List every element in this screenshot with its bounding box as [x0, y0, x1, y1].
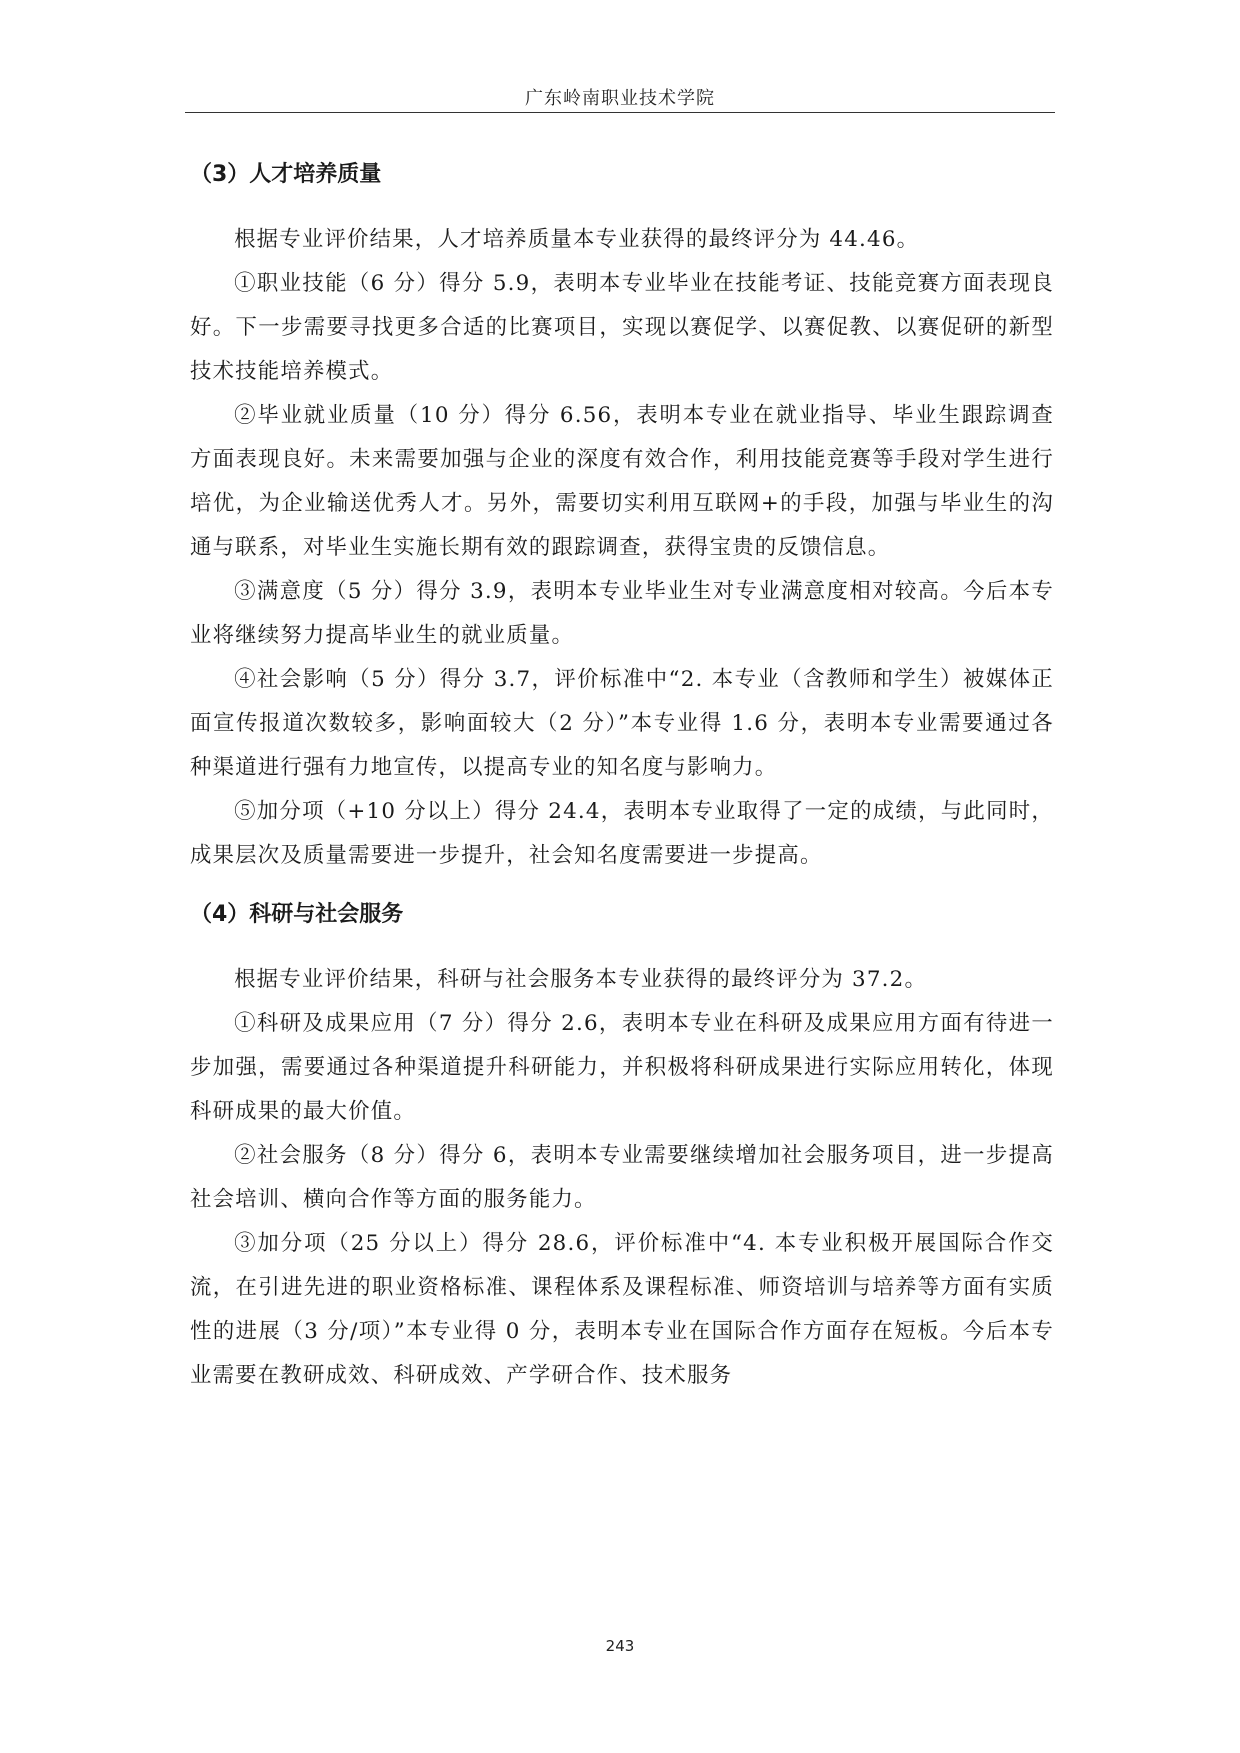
paragraph: ②社会服务（8 分）得分 6，表明本专业需要继续增加社会服务项目，进一步提高社会培训、横向合作等方面的服务能力。 — [190, 1143, 1054, 1212]
paragraph: ①职业技能（6 分）得分 5.9，表明本专业毕业在技能考证、技能竞赛方面表现良好。下一步需要寻找更多合适的比赛项目，实现以赛促学、以赛促教、以赛促研的新型技术技能培养模式。 — [190, 271, 1054, 384]
page-body — [190, 150, 1054, 1398]
paragraph: ①科研及成果应用（7 分）得分 2.6，表明本专业在科研及成果应用方面有待进一步加强，需要通过各种渠道提升科研能力，并积极将科研成果进行实际应用转化，体现科研成果的最大价值。 — [190, 1011, 1054, 1124]
paragraph: ②毕业就业质量（10 分）得分 6.56，表明本专业在就业指导、毕业生跟踪调查方面表现良好。未来需要加强与企业的深度有效合作，利用技能竞赛等手段对学生进行培优，为企业输送优秀人才。另外，需要切实利用互联网+的手段，加强与毕业生的沟通与联系，对毕业生实施长期有效的跟踪调查，获得宝贵的反馈信息。 — [190, 403, 1054, 560]
paragraph: 根据专业评价结果，科研与社会服务本专业获得的最终评分为 37.2。 — [234, 967, 928, 992]
paragraph: ④社会影响（5 分）得分 3.7，评价标准中“2. 本专业（含教师和学生）被媒体正面宣传报道次数较多，影响面较大（2 分）”本专业得 1.6 分，表明本专业需要通过各种渠道进行强有力地宣传，以提高专业的知名度与影响力。 — [190, 667, 1054, 780]
paragraph: ③满意度（5 分）得分 3.9，表明本专业毕业生对专业满意度相对较高。今后本专业将继续努力提高毕业生的就业质量。 — [190, 579, 1054, 648]
section-heading-talent-quality: （3）人才培养质量 — [190, 162, 382, 187]
running-header: 广东岭南职业技术学院 — [525, 88, 715, 109]
paragraph: 根据专业评价结果，人才培养质量本专业获得的最终评分为 44.46。 — [234, 227, 920, 252]
paragraph: ③加分项（25 分以上）得分 28.6，评价标准中“4. 本专业积极开展国际合作交流，在引进先进的职业资格标准、课程体系及课程标准、师资培训与培养等方面有实质性的进展（3 分/项）”本专业得 0 分，表明本专业在国际合作方面存在短板。今后本专业需要在教研成效、科研成效、产学研合作、技术服务 — [190, 1231, 1054, 1388]
section-heading-research-service: （4）科研与社会服务 — [190, 902, 404, 927]
page-number: 243 — [605, 1637, 635, 1655]
paragraph: ⑤加分项（+10 分以上）得分 24.4，表明本专业取得了一定的成绩，与此同时，成果层次及质量需要进一步提升，社会知名度需要进一步提高。 — [190, 799, 1054, 868]
header-rule — [185, 112, 1055, 113]
